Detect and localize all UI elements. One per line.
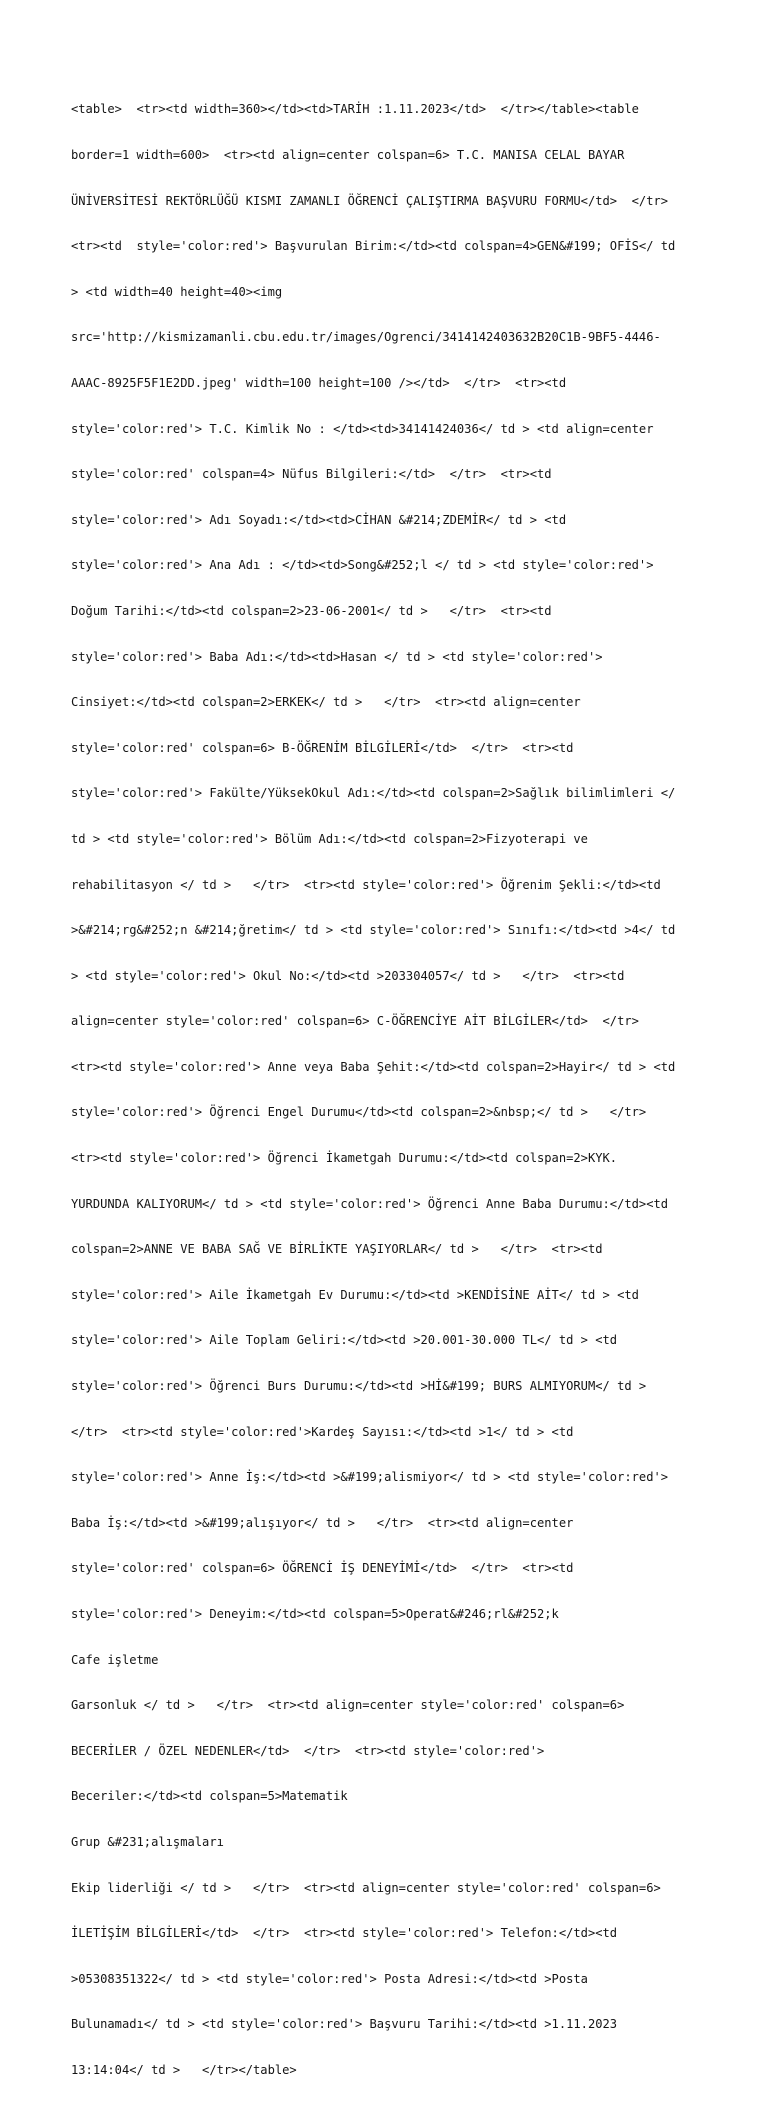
raw-html-source-text [71,72,711,2109]
source-line-23: style='color:red'> Öğrenci Engel Durumu</td><td colspan=2>&nbsp;</ td > </tr> [71,1105,647,1120]
source-line-9: style='color:red' colspan=4> Nüfus Bilgileri:</td> </tr> <tr><td [71,467,552,482]
source-line-42: >05308351322</ td > <td style='color:red'> Posta Adresi:</td><td >Posta [71,1971,588,1986]
source-line-21: align=center style='color:red' colspan=6> C-ÖĞRENCİYE AİT BİLGİLER</td> </tr> [71,1014,639,1029]
source-line-43: Bulunamadı</ td > <td style='color:red'> Başvuru Tarihi:</td><td >1.11.2023 [71,2017,618,2032]
source-line-19: >&#214;rg&#252;n &#214;ğretim</ td > <td style='color:red'> Sınıfı:</td><td >4</ td [71,923,676,938]
source-line-11: style='color:red'> Ana Adı : </td><td>Song&#252;l </ td > <td style='color:red'> [71,558,654,573]
source-line-12: Doğum Tarihi:</td><td colspan=2>23-06-2001</ td > </tr> <tr><td [71,603,552,618]
source-line-17: td > <td style='color:red'> Bölüm Adı:</td><td colspan=2>Fizyoterapi ve [71,831,588,846]
source-line-10: style='color:red'> Adı Soyadı:</td><td>CİHAN &#214;ZDEMİR</ td > <td [71,512,567,527]
source-line-36: Garsonluk </ td > </tr> <tr><td align=center style='color:red' colspan=6> [71,1698,625,1713]
source-line-29: style='color:red'> Öğrenci Burs Durumu:</td><td >Hİ&#199; BURS ALMIYORUM</ td > [71,1379,647,1394]
source-line-15: style='color:red' colspan=6> B-ÖĞRENİM BİLGİLERİ</td> </tr> <tr><td [71,740,574,755]
source-line-14: Cinsiyet:</td><td colspan=2>ERKEK</ td > </tr> <tr><td align=center [71,695,581,710]
source-line-33: style='color:red' colspan=6> ÖĞRENCİ İŞ DENEYİMİ</td> </tr> <tr><td [71,1561,574,1576]
source-line-3: ÜNİVERSİTESİ REKTÖRLÜĞÜ KISMI ZAMANLI ÖĞRENCİ ÇALIŞTIRMA BAŞVURU FORMU</td> </tr> [71,193,669,208]
source-line-39: Grup &#231;alışmaları [71,1834,224,1849]
source-line-6: src='http://kismizamanli.cbu.edu.tr/images/Ogrenci/3414142403632B20C1B-9BF5-4446- [71,330,661,345]
source-line-24: <tr><td style='color:red'> Öğrenci İkametgah Durumu:</td><td colspan=2>KYK. [71,1151,618,1166]
source-line-16: style='color:red'> Fakülte/YüksekOkul Adı:</td><td colspan=2>Sağlık bilimlimleri </ [71,786,676,801]
source-line-7: AAAC-8925F5F1E2DD.jpeg' width=100 height=100 /></td> </tr> <tr><td [71,375,567,390]
source-line-44: 13:14:04</ td > </tr></table> [71,2062,297,2077]
source-line-35: Cafe işletme [71,1652,159,1667]
source-line-8: style='color:red'> T.C. Kimlik No : </td><td>34141424036</ td > <td align=center [71,421,654,436]
source-line-40: Ekip liderliği </ td > </tr> <tr><td align=center style='color:red' colspan=6> [71,1880,661,1895]
source-line-30: </tr> <tr><td style='color:red'>Kardeş Sayısı:</td><td >1</ td > <td [71,1424,574,1439]
source-line-31: style='color:red'> Anne İş:</td><td >&#199;alismiyor</ td > <td style='color:red'> [71,1470,669,1485]
source-line-25: YURDUNDA KALIYORUM</ td > <td style='color:red'> Öğrenci Anne Baba Durumu:</td><td [71,1196,669,1211]
source-line-27: style='color:red'> Aile İkametgah Ev Durumu:</td><td >KENDİSİNE AİT</ td > <td [71,1287,639,1302]
source-line-13: style='color:red'> Baba Adı:</td><td>Hasan </ td > <td style='color:red'> [71,649,603,664]
source-line-37: BECERİLER / ÖZEL NEDENLER</td> </tr> <tr><td style='color:red'> [71,1743,545,1758]
source-line-28: style='color:red'> Aile Toplam Geliri:</td><td >20.001-30.000 TL</ td > <td [71,1333,618,1348]
source-line-26: colspan=2>ANNE VE BABA SAĞ VE BİRLİKTE YAŞIYORLAR</ td > </tr> <tr><td [71,1242,603,1257]
source-line-38: Beceriler:</td><td colspan=5>Matematik [71,1789,348,1804]
source-line-22: <tr><td style='color:red'> Anne veya Baba Şehit:</td><td colspan=2>Hayir</ td > <td [71,1059,676,1074]
source-line-32: Baba İş:</td><td >&#199;alışıyor</ td > </tr> <tr><td align=center [71,1515,574,1530]
source-line-18: rehabilitasyon </ td > </tr> <tr><td style='color:red'> Öğrenim Şekli:</td><td [71,877,661,892]
source-line-2: border=1 width=600> <tr><td align=center colspan=6> T.C. MANISA CELAL BAYAR [71,148,625,162]
source-line-4: <tr><td style='color:red'> Başvurulan Birim:</td><td colspan=4>GEN&#199; OFİS</ td [71,239,676,254]
source-line-34: style='color:red'> Deneyim:</td><td colspan=5>Operat&#246;rl&#252;k [71,1607,559,1621]
source-line-41: İLETİŞİM BİLGİLERİ</td> </tr> <tr><td style='color:red'> Telefon:</td><td [71,1926,618,1941]
source-line-5: > <td width=40 height=40><img [71,284,283,299]
source-line-20: > <td style='color:red'> Okul No:</td><td >203304057</ td > </tr> <tr><td [71,968,625,983]
source-line-1: <table> <tr><td width=360></td><td>TARİH :1.11.2023</td> </tr></table><table [71,102,639,117]
